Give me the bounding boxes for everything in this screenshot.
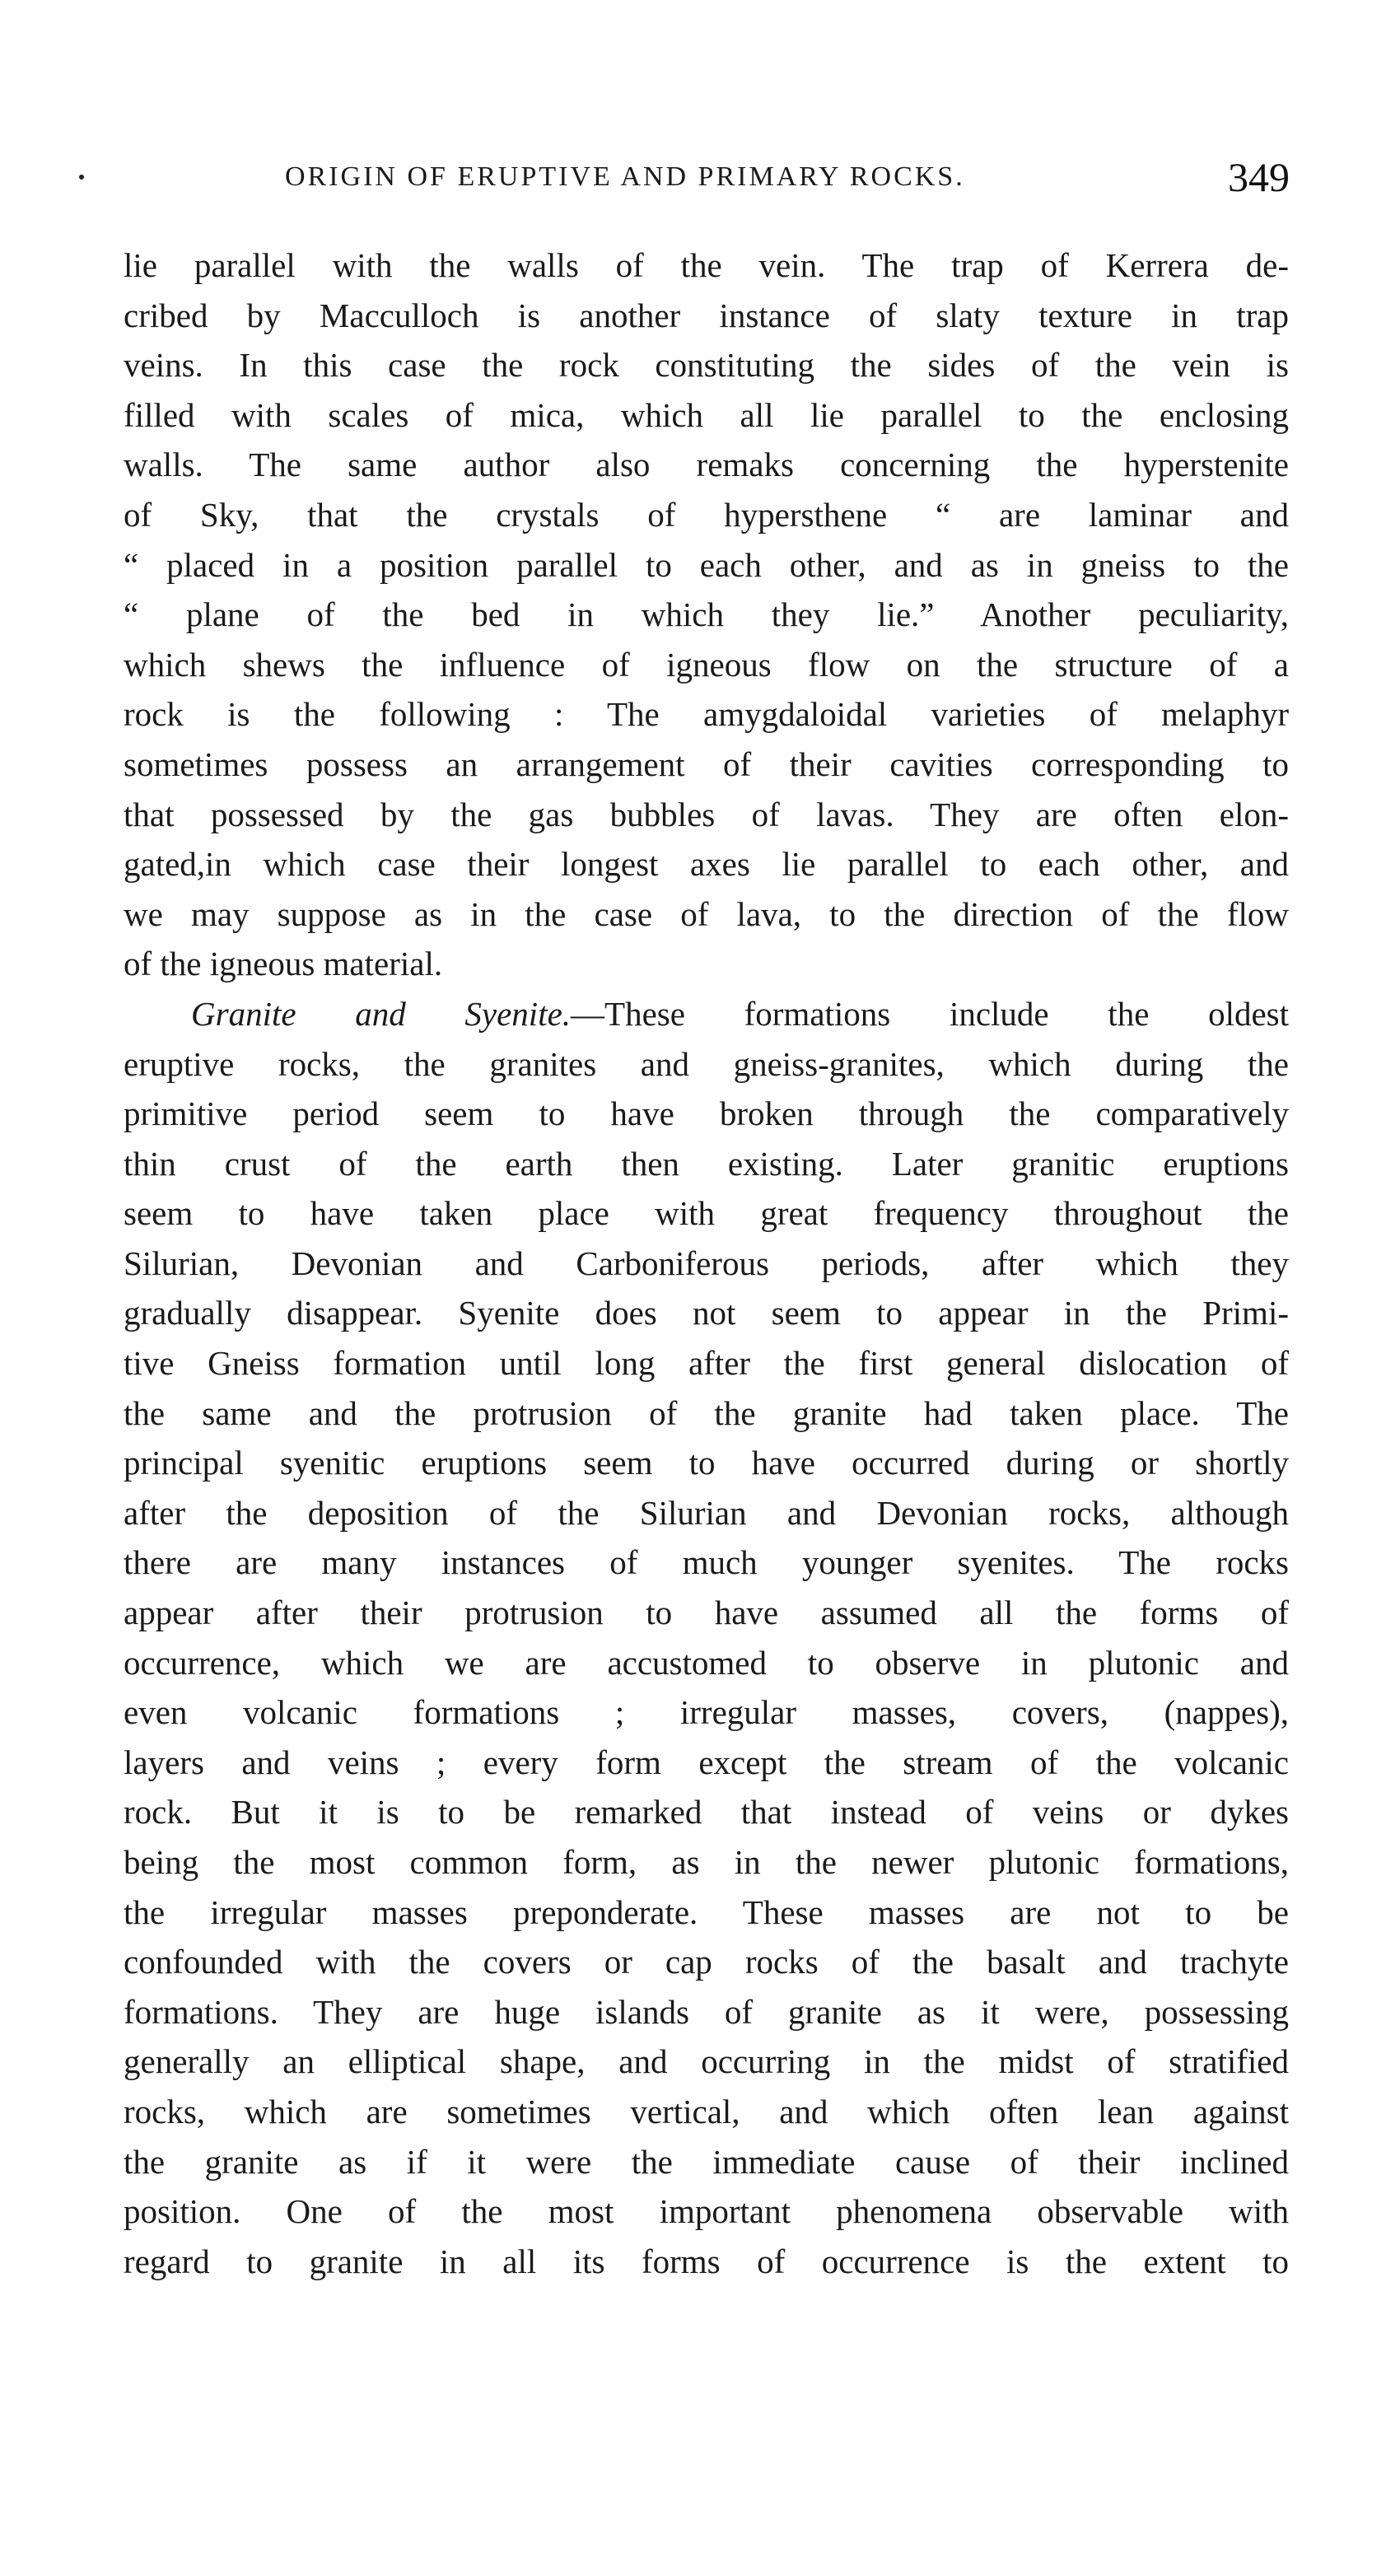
text-line: gated,in which case their longest axes lie parallel to each other, and [124,845,1289,884]
text-line: that possessed by the gas bubbles of lavas. They are often elon- [124,795,1289,833]
page-header [285,153,1290,203]
section-heading: Granite and Syenite. [191,994,572,1033]
text-line: being the most common form, as in the newer plutonic formations, [124,1843,1289,1881]
text-line: position. One of the most important phenomena observable with [124,2192,1289,2231]
text-line: sometimes possess an arrangement of their cavities corresponding to [124,744,1289,783]
text-line: of Sky, that the crystals of hypersthene “ are laminar and [124,495,1289,534]
text-line: layers and veins ; every form except the stream of the volcanic [124,1743,1289,1781]
text-line: Silurian, Devonian and Carboniferous periods, after which they [124,1244,1289,1282]
text-line: the same and the protrusion of the granite had taken place. The [124,1393,1289,1432]
text-line: principal syenitic eruptions seem to have occurred during or shortly [124,1444,1289,1482]
text-line: cribed by Macculloch is another instance of slaty texture in trap [124,296,1289,334]
margin-dot [79,175,84,180]
text-line: we may suppose as in the case of lava, to the direction of the flow [124,894,1289,933]
text-line: even volcanic formations ; irregular masses, covers, (nappes), [124,1693,1289,1732]
text-line: rocks, which are sometimes vertical, and which often lean against [124,2092,1289,2130]
text-line: eruptive rocks, the granites and gneiss-granites, which during the [124,1044,1289,1083]
section-heading-rest: —These formations include the oldest [571,994,1290,1033]
text-line: after the deposition of the Silurian and Devonian rocks, although [124,1493,1289,1532]
body-text [124,240,1289,2286]
running-title: ORIGIN OF ERUPTIVE AND PRIMARY ROCKS. [285,161,965,192]
text-line: the irregular masses preponderate. These masses are not to be [124,1892,1289,1931]
text-line: veins. In this case the rock constituting the sides of the vein is [124,346,1289,385]
text-line: “ plane of the bed in which they lie.” Another peculiarity, [124,595,1289,634]
text-line: filled with scales of mica, which all lie parallel to the enclosing [124,395,1289,434]
text-line: thin crust of the earth then existing. Later granitic eruptions [124,1144,1289,1183]
text-line: confounded with the covers or cap rocks of the basalt and trachyte [124,1943,1289,1981]
text-line: gradually disappear. Syenite does not seem to appear in the Primi- [124,1294,1289,1332]
section-heading-line [124,989,1289,1039]
text-line: regard to granite in all its forms of occurrence is the extent to [124,2242,1289,2280]
text-line: the granite as if it were the immediate cause of their inclined [124,2142,1289,2181]
text-line: which shews the influence of igneous flow on the structure of a [124,645,1289,684]
text-line: primitive period seem to have broken through the comparatively [124,1094,1289,1133]
page-number: 349 [1228,154,1290,200]
text-line: formations. They are huge islands of granite as it were, possessing [124,1992,1289,2031]
text-line: lie parallel with the walls of the vein. The trap of Kerrera de- [124,246,1289,284]
text-line: tive Gneiss formation until long after the first general dislocation of [124,1344,1289,1383]
text-line: seem to have taken place with great frequency throughout the [124,1194,1289,1233]
text-line: “ placed in a position parallel to each other, and as in gneiss to the [124,545,1289,584]
text-line: appear after their protrusion to have assumed all the forms of [124,1594,1289,1632]
text-line: walls. The same author also remaks concerning the hyperstenite [124,446,1289,484]
paragraph-end-line: of the igneous material. [124,945,443,983]
text-line: generally an elliptical shape, and occurring in the midst of stratified [124,2042,1289,2081]
text-line: rock. But it is to be remarked that instead of veins or dykes [124,1793,1289,1832]
text-line: rock is the following : The amygdaloidal varieties of melaphyr [124,695,1289,734]
text-line: occurrence, which we are accustomed to observe in plutonic and [124,1643,1289,1682]
text-line: there are many instances of much younger syenites. The rocks [124,1543,1289,1582]
